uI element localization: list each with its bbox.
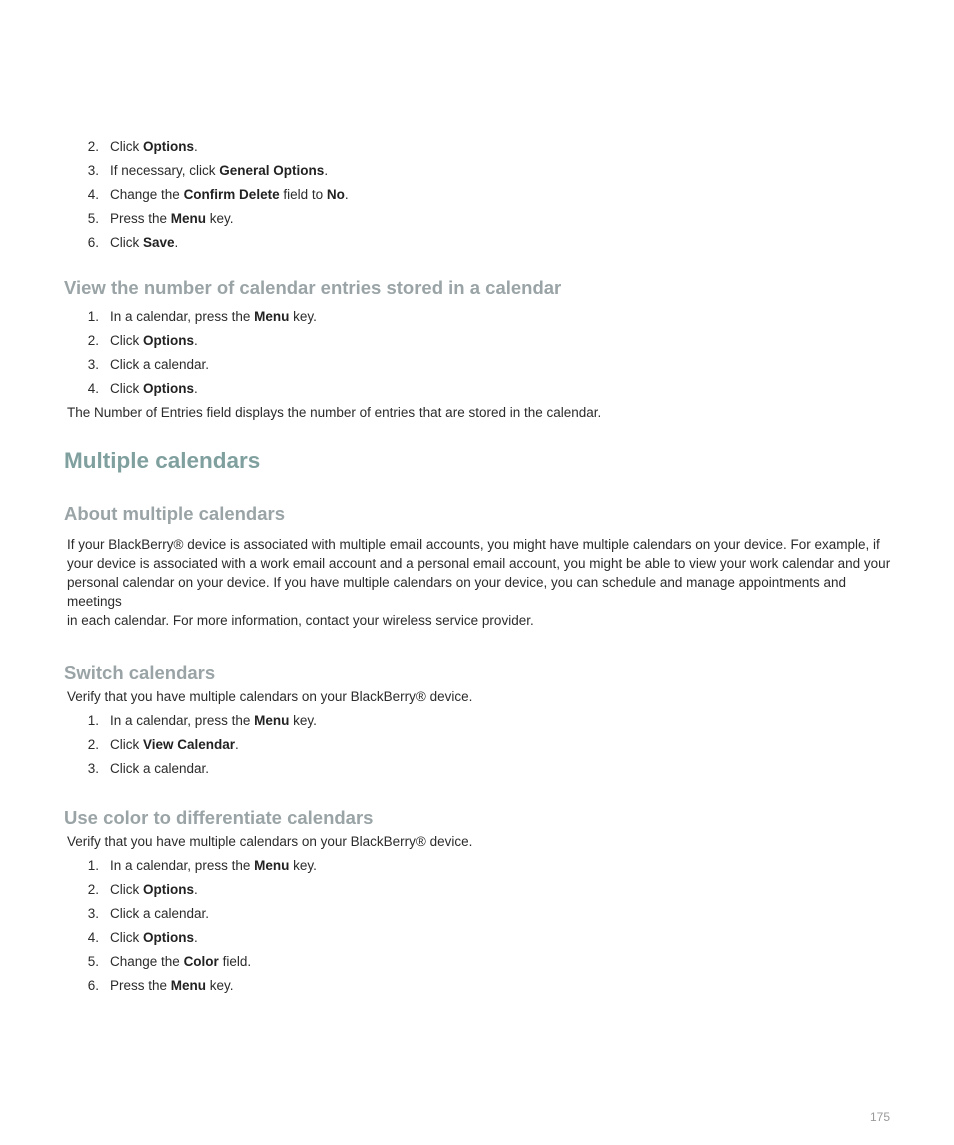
step-text: In a calendar, press the [110,858,255,873]
step-item [64,159,894,183]
step-text: . [174,235,179,250]
step-item [64,902,894,926]
step-item [64,926,894,950]
step-text: . [194,882,198,897]
step-text: In a calendar, press the [110,309,255,324]
page-number: 175 [869,1110,890,1124]
step-item [64,135,894,159]
step-item [64,305,894,329]
step-text: field to [279,187,327,202]
step-number: 3. [87,906,99,921]
color-prereq: Verify that you have multiple calendars on your BlackBerry® device. [67,834,473,849]
step-text: Press the [110,211,171,226]
page-content [64,135,894,998]
about-line: your device is associated with a work email account and a personal email account, you might be able to view your work calendar and your [67,556,891,571]
step-text: key. [289,309,317,324]
ui-term: Menu [170,211,207,226]
switch-prereq: Verify that you have multiple calendars on your BlackBerry® device. [67,689,473,704]
ui-term: Options [143,882,194,897]
step-number: 1. [87,858,99,873]
step-text: field. [218,954,252,969]
step-item [64,377,894,401]
step-item [64,878,894,902]
about-multiple-paragraph [64,535,894,630]
step-number: 1. [87,713,99,728]
ui-term: View Calendar [143,737,236,752]
step-text: . [194,139,198,154]
step-text: Click [110,930,143,945]
step-item [64,353,894,377]
step-item [64,231,894,255]
step-text: Click a calendar. [110,906,210,921]
ui-term: General Options [219,163,325,178]
step-text: . [344,187,349,202]
step-number: 4. [87,381,99,396]
step-number: 2. [87,333,99,348]
step-number: 3. [87,761,99,776]
intro-steps-list [64,135,894,255]
step-text: . [194,333,198,348]
switch-steps-list [64,709,894,781]
step-text: . [194,381,198,396]
step-item [64,329,894,353]
step-item [64,854,894,878]
step-item [64,974,894,998]
step-text: Click a calendar. [110,761,210,776]
view-number-note: The Number of Entries field displays the number of entries that are stored in the calendar. [67,405,602,420]
step-number: 2. [87,882,99,897]
ui-term: Menu [170,978,207,993]
ui-term: Options [143,381,194,396]
ui-term: Options [143,930,194,945]
step-item [64,950,894,974]
step-text: Click [110,333,143,348]
step-number: 4. [87,930,99,945]
step-text: Click a calendar. [110,357,210,372]
step-number: 2. [87,737,99,752]
step-text: In a calendar, press the [110,713,255,728]
step-text: . [235,737,239,752]
step-text: key. [289,713,317,728]
step-text: Press the [110,978,171,993]
color-calendars-heading: Use color to differentiate calendars [64,807,374,828]
ui-term: Menu [254,858,290,873]
step-number: 6. [87,978,99,993]
step-number: 3. [87,357,99,372]
step-number: 3. [87,163,99,178]
step-item [64,183,894,207]
step-text: . [324,163,329,178]
step-text: If necessary, click [110,163,220,178]
step-number: 5. [87,954,99,969]
view-number-heading: View the number of calendar entries stored in a calendar [64,277,562,298]
ui-term: Save [143,235,175,250]
about-line: in each calendar. For more information, contact your wireless service provider. [67,613,534,628]
ui-term: Options [143,139,194,154]
step-text: Click [110,381,143,396]
ui-term: Menu [254,309,290,324]
about-line: personal calendar on your device. If you have multiple calendars on your device, you can schedule and manage appointments and meetings [67,575,846,609]
step-text: Change the [110,187,184,202]
step-item [64,709,894,733]
ui-term: No [326,187,345,202]
color-steps-list [64,854,894,998]
step-number: 4. [87,187,99,202]
step-item [64,733,894,757]
ui-term: Menu [254,713,290,728]
multiple-calendars-heading: Multiple calendars [64,448,261,473]
step-number: 1. [87,309,99,324]
switch-calendars-heading: Switch calendars [64,662,216,683]
step-item [64,207,894,231]
step-number: 5. [87,211,99,226]
step-text: Click [110,737,143,752]
step-text: key. [206,211,234,226]
step-item [64,757,894,781]
ui-term: Options [143,333,194,348]
step-text: Click [110,882,143,897]
step-number: 2. [87,139,99,154]
ui-term: Confirm Delete [183,187,280,202]
step-text: Click [110,235,143,250]
view-number-steps-list [64,305,894,401]
about-multiple-heading: About multiple calendars [64,503,286,524]
about-line: If your BlackBerry® device is associated with multiple email accounts, you might have multiple calendars on your device. For example, if [67,537,880,552]
step-text: Click [110,139,143,154]
step-text: Change the [110,954,184,969]
step-text: key. [206,978,234,993]
step-text: key. [289,858,317,873]
ui-term: Color [183,954,219,969]
step-number: 6. [87,235,99,250]
step-text: . [194,930,198,945]
